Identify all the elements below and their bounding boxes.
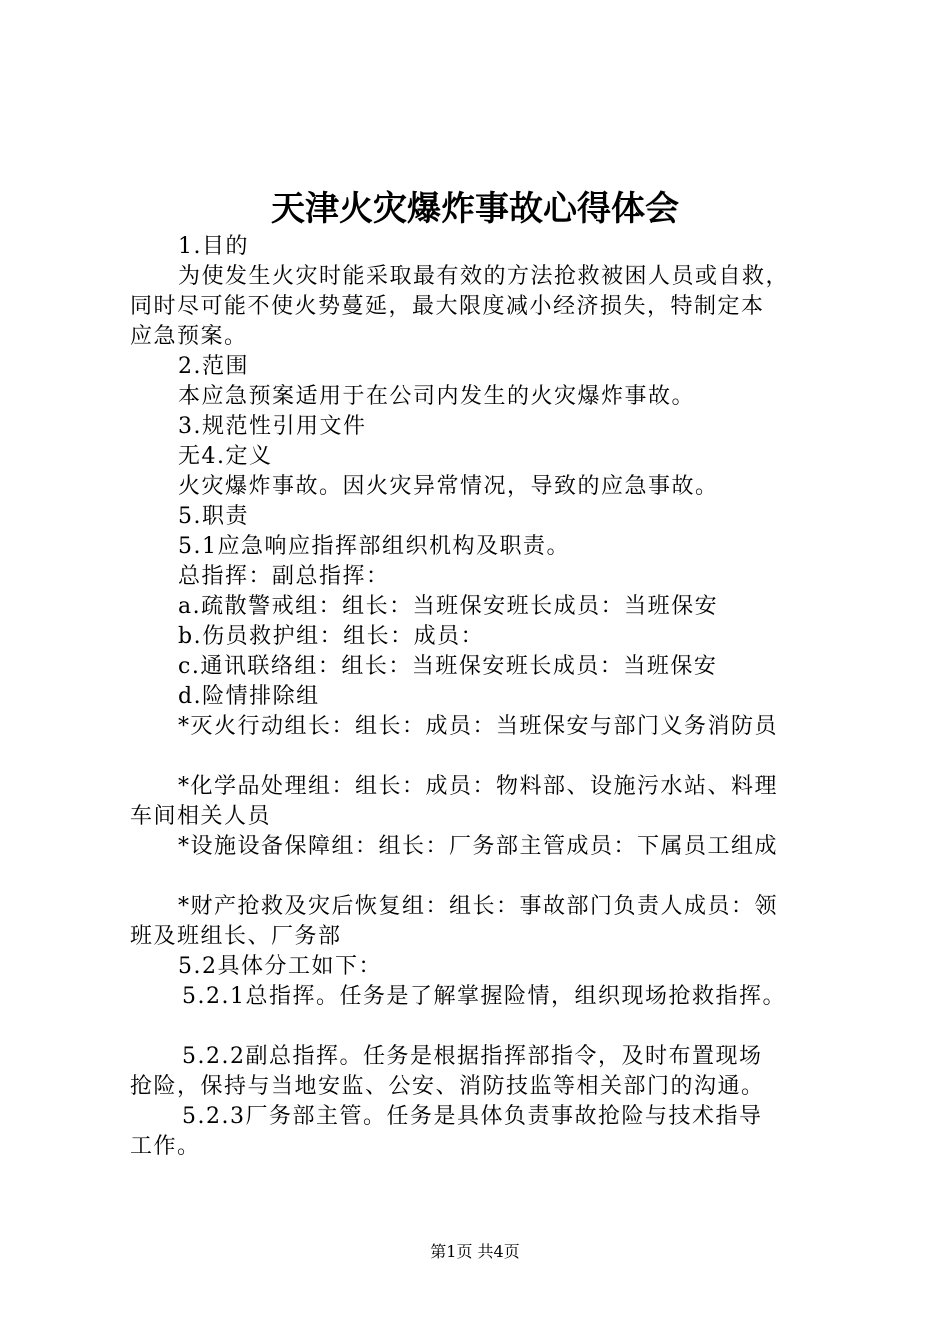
paragraph-line: 应急预案。 xyxy=(130,324,248,349)
paragraph-line: 同时尽可能不使火势蔓延，最大限度减小经济损失，特制定本 xyxy=(130,294,765,319)
paragraph-line: 5.2.1总指挥。任务是了解掌握险情，组织现场抢救指挥。 xyxy=(182,984,786,1009)
list-item: a.疏散警戒组：组长：当班保安班长成员：当班保安 xyxy=(178,594,719,619)
paragraph-line: 班及班组长、厂务部 xyxy=(130,924,342,949)
section-heading: 1.目的 xyxy=(178,234,249,259)
blank-line xyxy=(130,862,850,892)
section-heading: 无4.定义 xyxy=(178,444,273,469)
section-heading: 3.规范性引用文件 xyxy=(178,414,367,439)
section-heading: 5.职责 xyxy=(178,504,249,529)
blank-line xyxy=(130,742,850,772)
list-item: b.伤员救护组：组长：成员： xyxy=(178,624,485,649)
list-item: *财产抢救及灾后恢复组：组长：事故部门负责人成员：领 xyxy=(178,894,779,919)
paragraph-line: 本应急预案适用于在公司内发生的火灾爆炸事故。 xyxy=(178,384,696,409)
paragraph-line: 5.2.3厂务部主管。任务是具体负责事故抢险与技术指导 xyxy=(182,1104,763,1129)
page-footer: 第1页 共4页 xyxy=(430,1242,520,1261)
list-item: c.通讯联络组：组长：当班保安班长成员：当班保安 xyxy=(178,654,718,679)
section-heading: 5.2具体分工如下： xyxy=(178,954,382,979)
blank-line xyxy=(130,1012,850,1042)
paragraph-line: 车间相关人员 xyxy=(130,804,272,829)
paragraph-line: 5.2.2副总指挥。任务是根据指挥部指令，及时布置现场 xyxy=(182,1044,763,1069)
paragraph-line: 工作。 xyxy=(130,1134,201,1159)
list-item: *化学品处理组：组长：成员：物料部、设施污水站、料理 xyxy=(178,774,779,799)
list-item: *设施设备保障组：组长：厂务部主管成员：下属员工组成 xyxy=(178,834,779,859)
section-heading: 2.范围 xyxy=(178,354,249,379)
section-heading: 5.1应急响应指挥部组织机构及职责。 xyxy=(178,534,570,559)
paragraph-line: 总指挥：副总指挥： xyxy=(178,564,390,589)
paragraph-line: 为使发生火灾时能采取最有效的方法抢救被困人员或自救， xyxy=(178,264,790,289)
paragraph-line: 抢险，保持与当地安监、公安、消防技监等相关部门的沟通。 xyxy=(130,1074,765,1099)
page-title: 天津火灾爆炸事故心得体会 xyxy=(271,189,679,229)
list-item: *灭火行动组长：组长：成员：当班保安与部门义务消防员 xyxy=(178,714,779,739)
paragraph-line: 火灾爆炸事故。因火灾异常情况，导致的应急事故。 xyxy=(178,474,719,499)
list-item: d.险情排除组 xyxy=(178,684,320,709)
document-body xyxy=(130,232,850,1162)
